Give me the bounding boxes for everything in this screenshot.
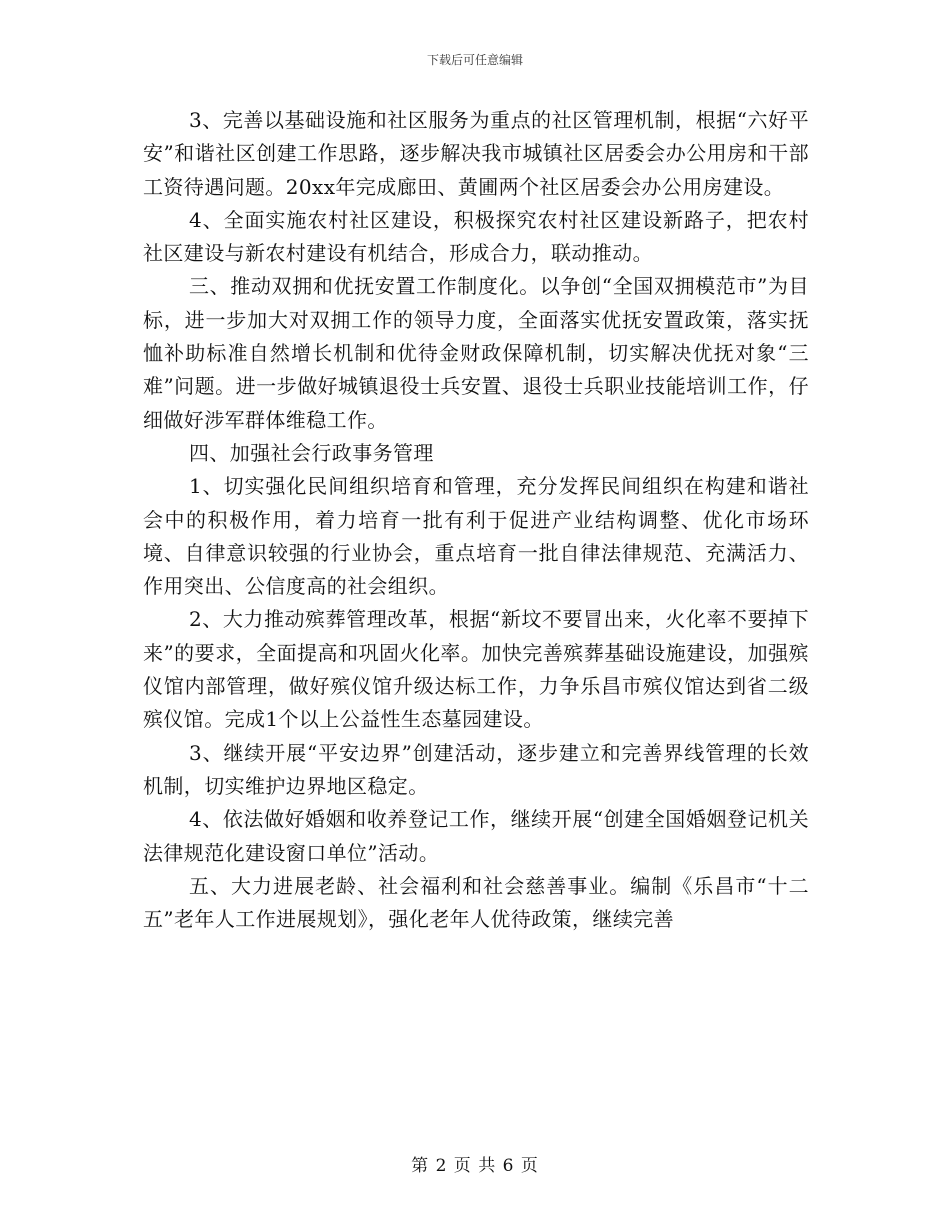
section-heading-paragraph: 三、推动双拥和优抚安置工作制度化。以争创“全国双拥模范市”为目标，进一步加大对双拥工作的领导力度，全面落实优抚安置政策，落实抚恤补助标准自然增长机制和优待金财政保障机制，切实解决优抚对象“三难”问题。进一步做好城镇退役士兵安置、退役士兵职业技能培训工作，仔细做好涉军群体维稳工作。: [143, 274, 809, 432]
paragraph: 3、完善以基础设施和社区服务为重点的社区管理机制，根据“六好平安”和谐社区创建工作思路，逐步解决我市城镇社区居委会办公用房和干部工资待遇问题。20xx年完成廊田、黄圃两个社区居委会办公用房建设。: [143, 108, 809, 199]
page-header: 下载后可任意编辑: [426, 53, 523, 67]
section-heading-paragraph: 五、大力进展老龄、社会福利和社会慈善事业。编制《乐昌市“十二五”老年人工作进展规划》，强化老年人优待政策，继续完善: [143, 873, 809, 932]
document-body: [143, 104, 809, 936]
page-footer: 第 2 页 共 6 页: [411, 1156, 539, 1176]
paragraph: 1、切实强化民间组织培育和管理，充分发挥民间组织在构建和谐社会中的积极作用，着力培育一批有利于促进产业结构调整、优化市场环境、自律意识较强的行业协会，重点培育一批自律法律规范、充满活力、作用突出、公信度高的社会组织。: [143, 474, 809, 599]
paragraph: 4、全面实施农村社区建设，积极探究农村社区建设新路子，把农村社区建设与新农村建设有机结合，形成合力，联动推动。: [143, 207, 809, 266]
section-heading: 四、加强社会行政事务管理: [189, 440, 434, 465]
paragraph: 4、依法做好婚姻和收养登记工作，继续开展“创建全国婚姻登记机关法律规范化建设窗口单位”活动。: [143, 807, 809, 865]
paragraph: 3、继续开展“平安边界”创建活动，逐步建立和完善界线管理的长效机制，切实维护边界地区稳定。: [143, 740, 809, 798]
paragraph: 2、大力推动殡葬管理改革，根据“新坟不要冒出来，火化率不要掉下来”的要求，全面提高和巩固火化率。加快完善殡葬基础设施建设，加强殡仪馆内部管理，做好殡仪馆升级达标工作，力争乐昌市殡仪馆达到省二级殡仪馆。完成1个以上公益性生态墓园建设。: [143, 607, 809, 732]
